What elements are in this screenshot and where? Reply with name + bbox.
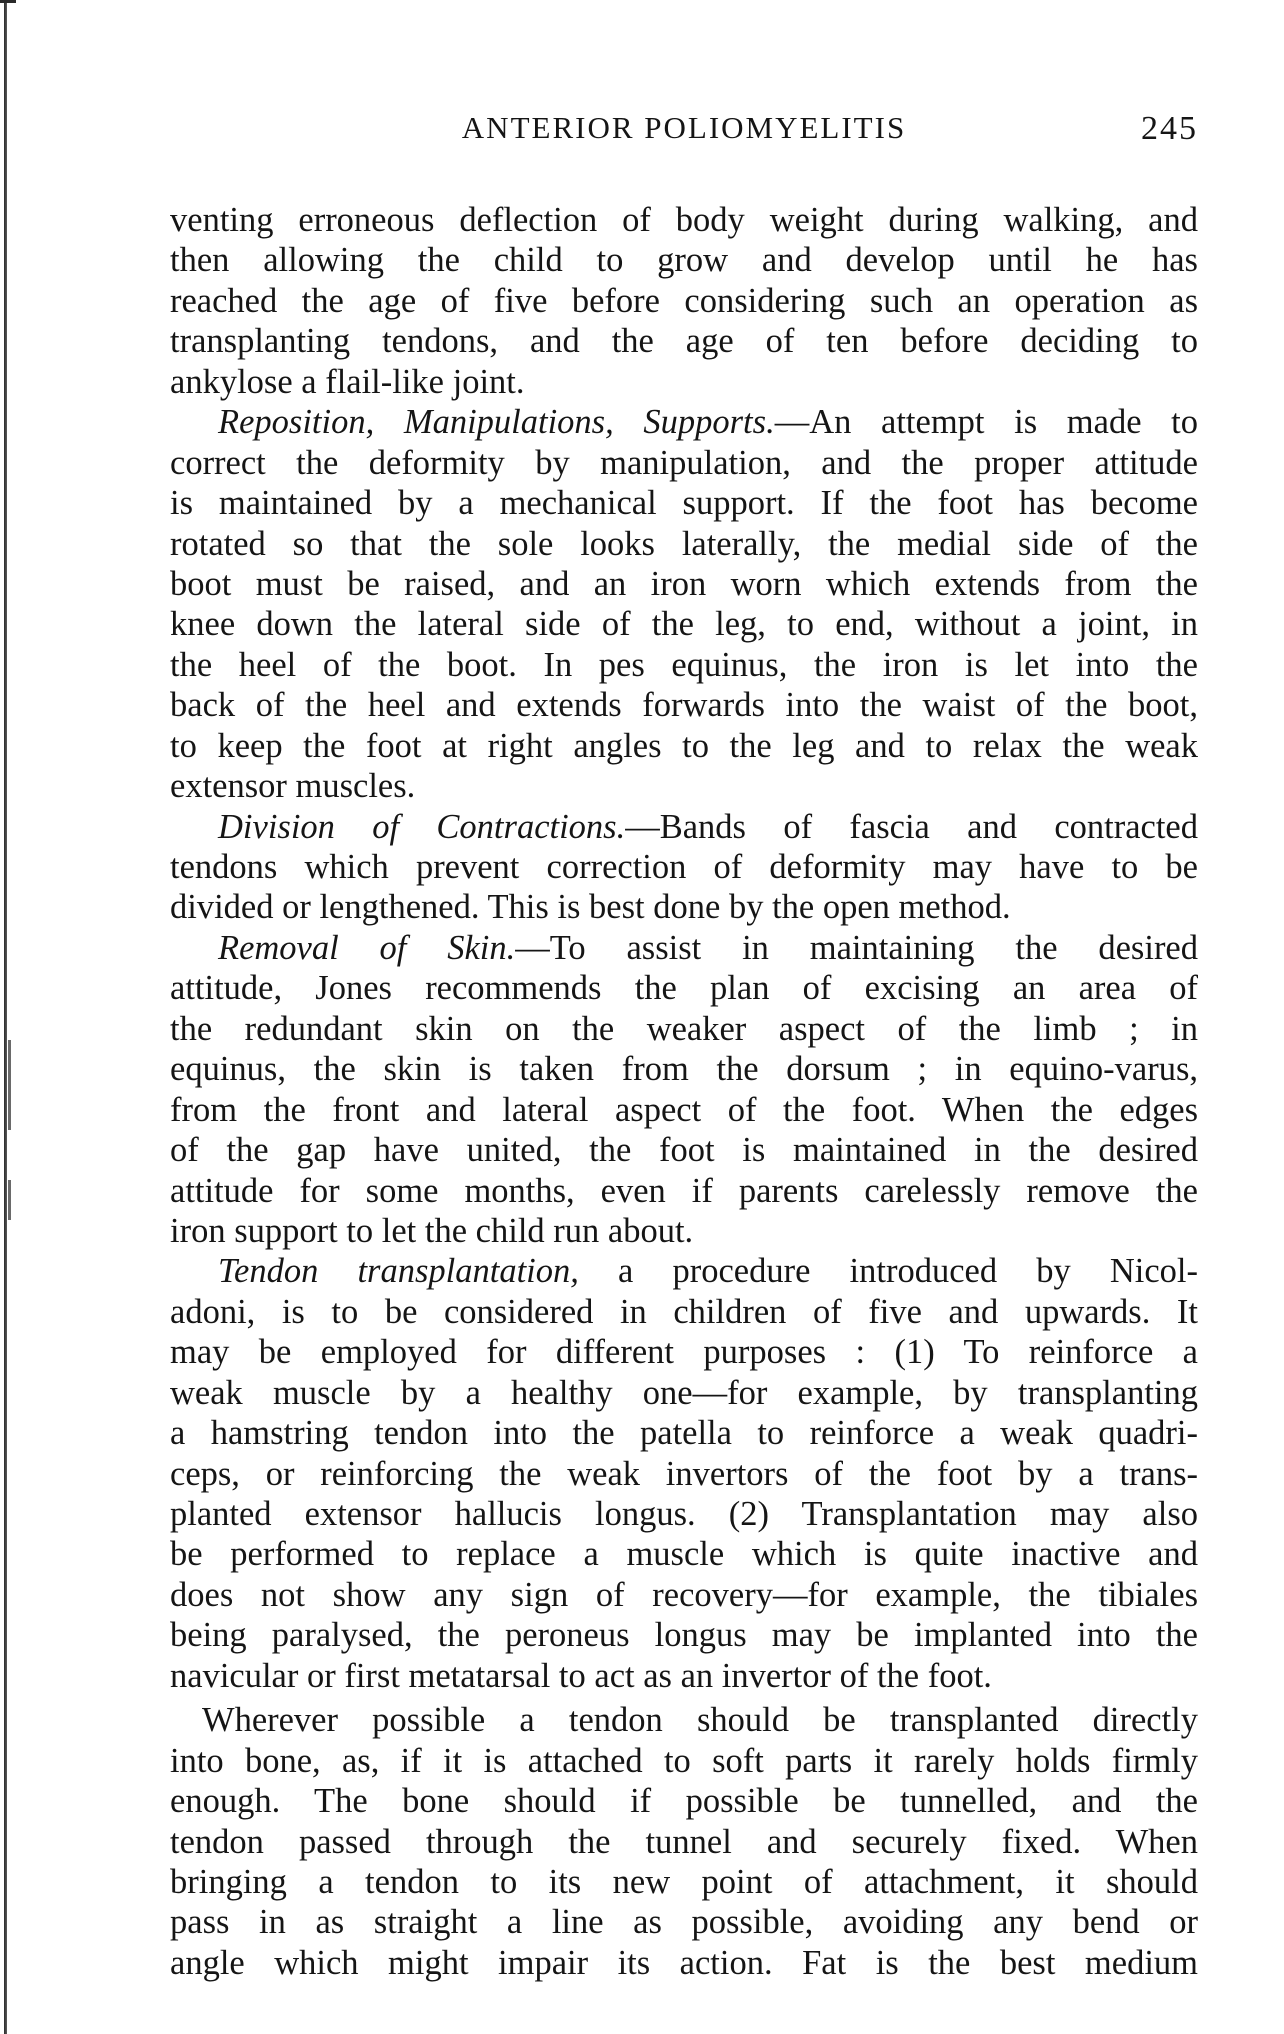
text-line: being paralysed, the peroneus longus may be implanted into the	[170, 1616, 1198, 1655]
text-line: extensor muscles.	[170, 767, 416, 806]
text-line: may be employed for different purposes : (1) To reinforce a	[170, 1333, 1198, 1372]
heading-continuation: —An attempt is made to	[774, 403, 1198, 442]
text-line: equinus, the skin is taken from the dorsum ; in equino-varus,	[170, 1050, 1198, 1089]
section-heading: Reposition, Manipulations, Supports.	[218, 403, 775, 442]
text-line: adoni, is to be considered in children of five and upwards. It	[170, 1292, 1198, 1331]
section-heading: Tendon transplantation,	[218, 1252, 579, 1291]
page-header	[170, 110, 1198, 160]
text-line: correct the deformity by manipulation, and the proper attitude	[170, 443, 1198, 482]
text-line: the redundant skin on the weaker aspect of the limb ; in	[170, 1009, 1198, 1048]
paragraph-division	[170, 807, 1198, 928]
text-line: weak muscle by a healthy one—for example, by transplanting	[170, 1373, 1198, 1412]
text-line: divided or lengthened. This is best done by the open method.	[170, 888, 1011, 927]
heading-continuation: —To assist in maintaining the desired	[515, 928, 1198, 967]
section-heading: Removal of Skin.	[218, 928, 516, 967]
text-line: iron support to let the child run about.	[170, 1211, 694, 1250]
text-line: rotated so that the sole looks laterally, the medial side of the	[170, 524, 1198, 563]
text-line	[170, 1251, 1198, 1291]
text-line: enough. The bone should if possible be tunnelled, and the	[170, 1782, 1198, 1821]
text-line: tendons which prevent correction of deformity may have to be	[170, 848, 1198, 886]
text-line: does not show any sign of recovery—for example, the tibiales	[170, 1575, 1198, 1614]
running-title: ANTERIOR POLIOMYELITIS	[461, 110, 907, 145]
text-line: Wherever possible a tendon should be transplanted directly	[202, 1701, 1198, 1740]
text-line: bringing a tendon to its new point of attachment, it should	[170, 1862, 1198, 1901]
text-line: ankylose a flail-like joint.	[170, 362, 525, 401]
paragraph-removal-of-skin	[170, 928, 1198, 1252]
text-line: attitude for some months, even if parents carelessly remove the	[170, 1171, 1198, 1210]
binding-shadow	[8, 1040, 11, 1130]
text-line: venting erroneous deflection of body weight during walking, and	[170, 201, 1198, 239]
text-line: the heel of the boot. In pes equinus, the iron is let into the	[170, 645, 1198, 684]
section-heading: Division of Contractions.	[218, 807, 626, 846]
paragraph-continuation	[170, 200, 1198, 402]
heading-continuation: —Bands of fascia and contracted	[625, 807, 1198, 846]
binding-edge-mark	[0, 0, 16, 3]
text-line: knee down the lateral side of the leg, to end, without a joint, in	[170, 605, 1198, 644]
text-line: to keep the foot at right angles to the leg and to relax the weak	[170, 726, 1198, 765]
paragraph-wherever-possible	[170, 1700, 1198, 1983]
heading-continuation: a procedure introduced by Nicol-	[578, 1252, 1198, 1291]
text-line: attitude, Jones recommends the plan of excising an area of	[170, 969, 1198, 1008]
text-line: pass in as straight a line as possible, avoiding any bend or	[170, 1903, 1198, 1942]
text-line: boot must be raised, and an iron worn which extends from the	[170, 564, 1198, 603]
text-line	[170, 928, 1198, 968]
text-line: back of the heel and extends forwards into the waist of the boot,	[170, 686, 1198, 725]
text-line: navicular or first metatarsal to act as an invertor of the foot.	[170, 1656, 992, 1695]
text-line: into bone, as, if it is attached to soft parts it rarely holds firmly	[170, 1741, 1198, 1780]
text-line	[170, 402, 1198, 442]
text-line	[170, 807, 1198, 847]
binding-edge	[4, 0, 7, 2034]
text-line: of the gap have united, the foot is maintained in the desired	[170, 1131, 1198, 1170]
binding-shadow	[8, 1180, 11, 1220]
text-line: transplanting tendons, and the age of ten before deciding to	[170, 322, 1198, 361]
text-line: angle which might impair its action. Fat is the best medium	[170, 1943, 1198, 1982]
text-line: be performed to replace a muscle which is quite inactive and	[170, 1535, 1198, 1574]
paragraph-tendon-transplantation	[170, 1251, 1198, 1696]
text-line: then allowing the child to grow and develop until he has	[170, 241, 1198, 280]
page-number: 245	[1141, 110, 1198, 147]
text-line: tendon passed through the tunnel and securely fixed. When	[170, 1822, 1198, 1861]
body-text	[170, 200, 1198, 1983]
text-line: planted extensor hallucis longus. (2) Transplantation may also	[170, 1495, 1198, 1533]
text-line: a hamstring tendon into the patella to reinforce a weak quadri-	[170, 1414, 1198, 1453]
text-line: is maintained by a mechanical support. If the foot has become	[170, 484, 1198, 523]
text-line: ceps, or reinforcing the weak invertors of the foot by a trans-	[170, 1454, 1198, 1493]
text-line: from the front and lateral aspect of the foot. When the edges	[170, 1090, 1198, 1129]
paragraph-reposition	[170, 402, 1198, 806]
text-line: reached the age of five before considering such an operation as	[170, 281, 1198, 320]
